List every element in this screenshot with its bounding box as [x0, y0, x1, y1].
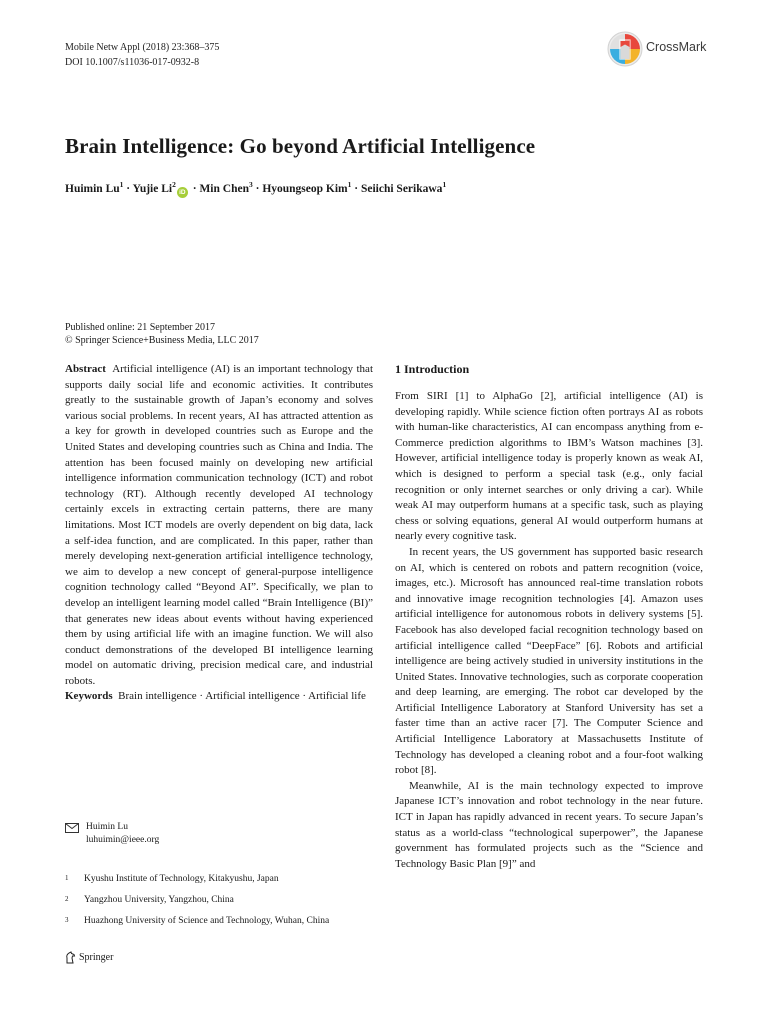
author-affil-sup: 1 — [442, 180, 447, 189]
affiliation-text: Huazhong University of Science and Technology, Wuhan, China — [84, 916, 330, 926]
springer-horse-icon — [65, 951, 76, 964]
affiliation — [65, 873, 375, 886]
author-affil-sup: 1 — [119, 180, 124, 189]
journal-header — [65, 40, 219, 70]
publication-info — [65, 321, 259, 347]
affiliation-text: Yangzhou University, Yangzhou, China — [84, 895, 234, 905]
abstract — [65, 362, 373, 689]
corresponding-email[interactable]: luhuimin@ieee.org — [86, 835, 160, 845]
author-name[interactable]: Min Chen — [199, 182, 249, 195]
correspondence — [65, 821, 375, 847]
corresponding-author: Huimin Lu — [86, 822, 128, 832]
affiliations-block — [65, 821, 375, 928]
paper-title: Brain Intelligence: Go beyond Artificial Intelligence — [65, 134, 536, 158]
doi[interactable]: DOI 10.1007/s11036-017-0932-8 — [65, 57, 200, 68]
keywords — [65, 689, 373, 705]
orcid-icon[interactable]: iD — [177, 187, 188, 198]
body-paragraph: From SIRI [1] to AlphaGo [2], artificial intelligence (AI) is developing rapidly. While science fiction often portrays AI as robots with human-like characteristics, AI can encompass anything from e-Commerce prediction algorithms to IBM’s Watson machines [3]. However, artificial intelligence today is properly known as weak AI, which is designed to perform a special task (e.g., only facial recognition or only internet searches or only driving a car). While weak AI may outperform humans at a specific task, such as playing chess or solving equations, general AI would outperform humans at nearly every cognitive task. — [395, 390, 703, 543]
envelope-icon — [65, 823, 79, 833]
right-column — [395, 362, 703, 872]
left-column — [65, 362, 373, 705]
affiliation-text: Kyushu Institute of Technology, Kitakyushu, Japan — [84, 874, 279, 884]
abstract-label: Abstract — [65, 363, 106, 375]
author-name[interactable]: Yujie Li — [132, 182, 173, 195]
author-separator: · — [192, 182, 197, 195]
affiliation-number: 1 — [65, 874, 69, 882]
author-name[interactable]: Seiichi Serikawa — [360, 182, 443, 195]
publisher-footer — [65, 951, 113, 964]
keywords-text: Brain intelligence · Artificial intelligence · Artificial life — [118, 690, 366, 703]
keywords-label: Keywords — [65, 690, 113, 703]
author-affil-sup: 2 — [172, 180, 176, 189]
publisher-label: Springer — [79, 952, 114, 963]
author-separator: · — [354, 182, 359, 195]
abstract-text: Artificial intelligence (AI) is an important technology that supports daily social life and economic activities. It contributes greatly to the sustainable growth of Japan’s economy and solves various social problems. In recent years, AI has attracted attention as a key for growth in developed countries such as Europe and the United States and developing countries such as China and India. The attention has been focused mainly on developing new artificial intelligence information communication technology (ICT) and robot technology (RT). Although recently developed AI technology certainly excels in extracting certain patterns, there are many limitations. Most ICT models are overly dependent on big data, lack a self-idea function, and are complicated. In this paper, rather than merely developing next-generation artificial intelligence technology, we aim to develop a new concept of general-purpose intelligence cognition technology called “Beyond AI”. Specifically, we plan to develop an intelligent learning model called “Brain Intelligence (BI)” that generates new ideas about events without having experienced them by using artificial life with an imagine function. We will also conduct demonstrations of the developed BI intelligence learning model on automatic driving, precision medical care, and industrial robots. — [65, 363, 373, 687]
body-paragraph: In recent years, the US government has supported basic research on AI, which is centered on robots and pattern recognition (voice, images, etc.). Microsoft has announced real-time translation robots and innovative image recognition technologies [4]. Amazon uses artificial intelligence for autonomous robots in delivery systems [5]. Facebook has also developed facial recognition technology based on artificial intelligence called “DeepFace” [6]. Robots and artificial intelligence are being actively studied in university institutions in the United States. Innovative technologies, such as corporate cooperation and deep learning, are emerging. The robot car developed by the Artificial Intelligence Laboratory at Stanford University has set a faster time than an active racer [7]. The Computer Science and Artificial Intelligence Laboratory at Massachusetts Institute of Technology has developed a cleaning robot and a four-foot walking robot [8]. — [395, 545, 703, 777]
affiliation — [65, 915, 375, 928]
author-separator: · — [255, 182, 260, 195]
crossmark-badge[interactable] — [607, 31, 707, 67]
author-list — [65, 180, 446, 198]
section-heading: 1 Introduction — [395, 362, 470, 376]
affiliation-number: 2 — [65, 895, 69, 903]
journal-citation: Mobile Netw Appl (2018) 23:368–375 — [65, 42, 220, 53]
crossmark-icon — [607, 31, 643, 67]
published-online: Published online: 21 September 2017 — [65, 322, 215, 333]
author-name[interactable]: Hyoungseop Kim — [262, 182, 348, 195]
affiliation — [65, 894, 375, 907]
affiliation-number: 3 — [65, 916, 69, 924]
copyright-line: © Springer Science+Business Media, LLC 2017 — [65, 335, 259, 346]
body-paragraph: Meanwhile, AI is the main technology expected to improve Japanese ICT’s innovation and robot technology in the near future. ICT in Japan has rapidly advanced in recent years. To secure Japan’s status as a world-class “technological superpower”, the Japanese government has formulated projects such as the “Science and Technology Basic Plan [9]” and — [395, 779, 703, 870]
author-affil-sup: 1 — [347, 180, 352, 189]
author-affil-sup: 3 — [248, 180, 253, 189]
crossmark-label: CrossMark — [646, 40, 707, 54]
author-name[interactable]: Huimin Lu — [65, 182, 120, 195]
author-separator: · — [126, 182, 131, 195]
